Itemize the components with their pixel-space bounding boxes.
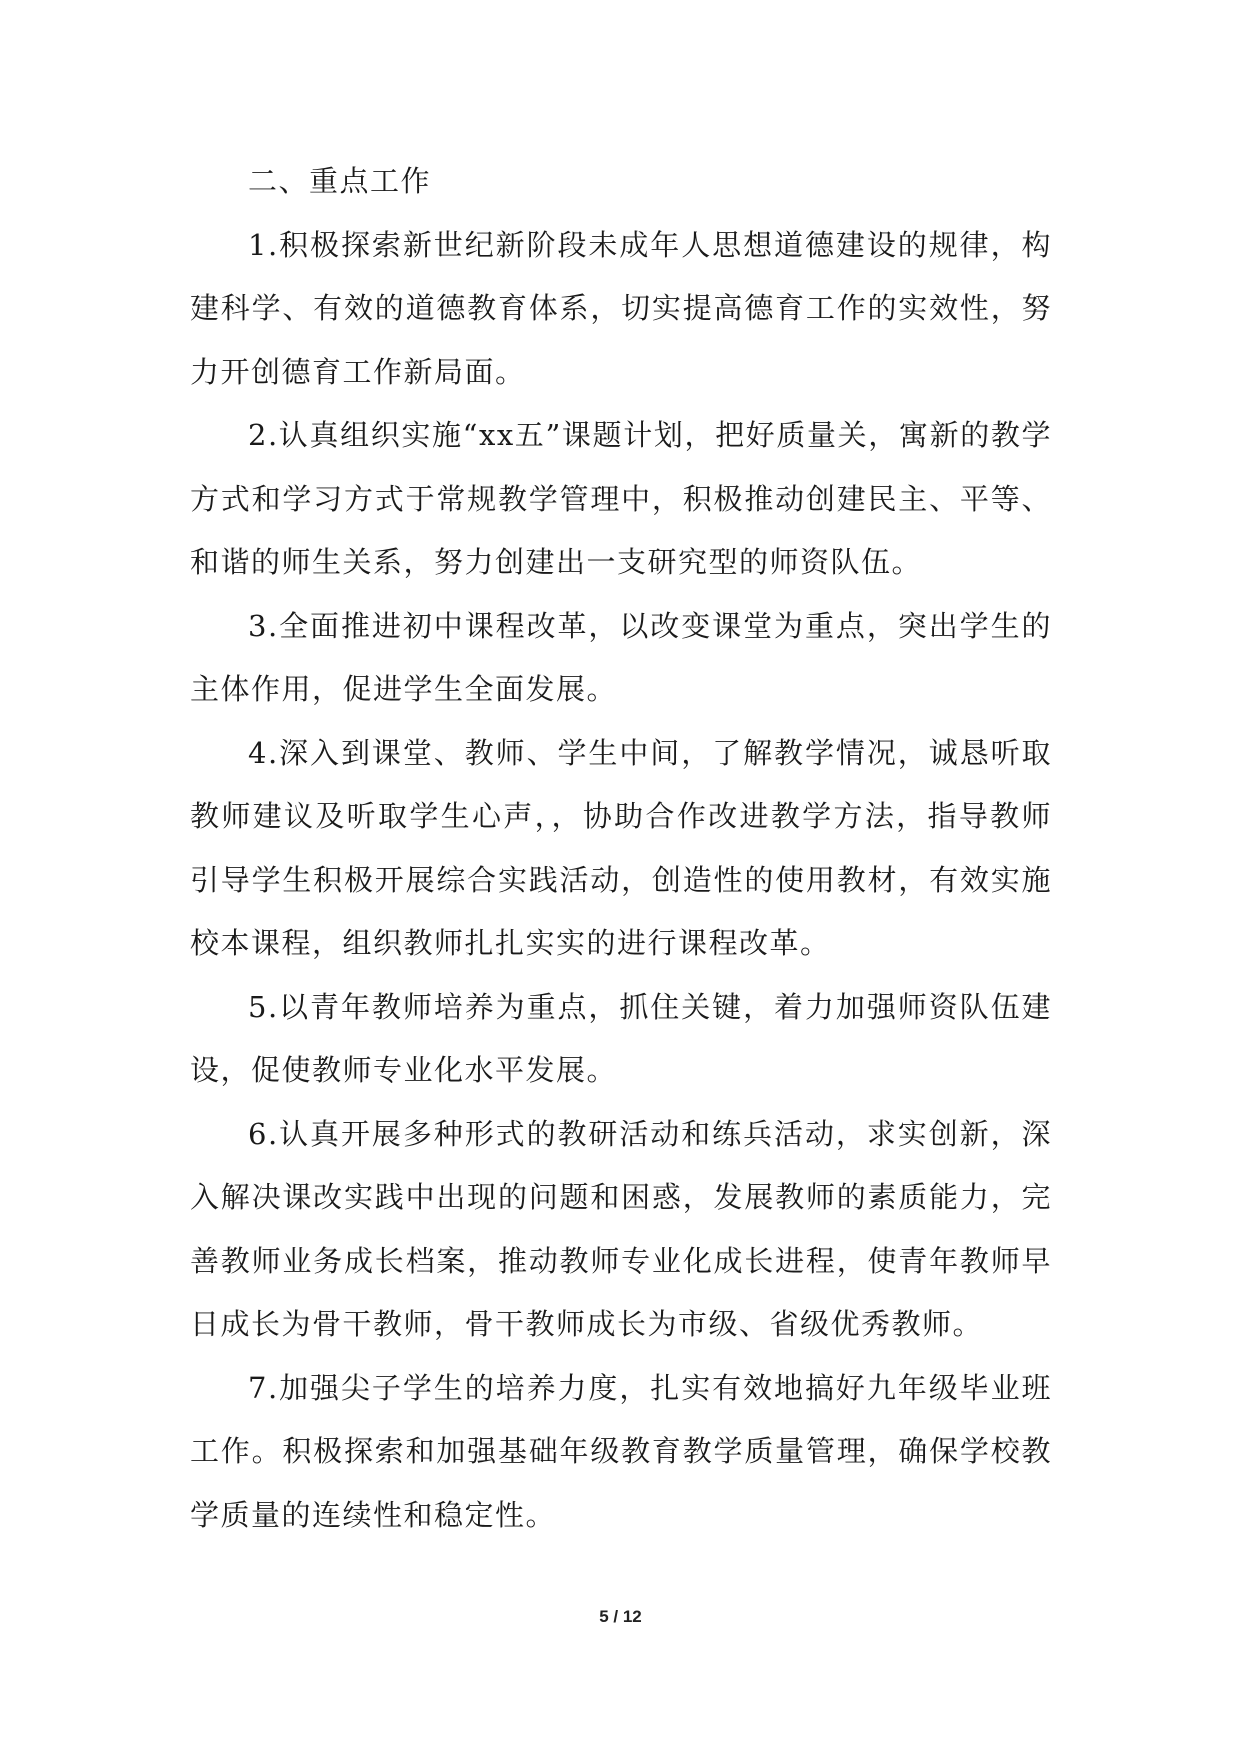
paragraph-item-5: 5.以青年教师培养为重点，抓住关键，着力加强师资队伍建设，促使教师专业化水平发展。 bbox=[190, 989, 1052, 1087]
paragraph-item-1: 1.积极探索新世纪新阶段未成年人思想道德建设的规律，构建科学、有效的道德教育体系，切实提高德育工作的实效性，努力开创德育工作新局面。 bbox=[190, 227, 1052, 389]
paragraph-item-6: 6.认真开展多种形式的教研活动和练兵活动，求实创新，深入解决课改实践中出现的问题和困惑，发展教师的素质能力，完善教师业务成长档案，推动教师专业化成长进程，使青年教师早日成长为骨干教师，骨干教师成长为市级、省级优秀教师。 bbox=[190, 1116, 1052, 1341]
section-heading: 二、重点工作 bbox=[248, 164, 432, 198]
page-number: 5 / 12 bbox=[599, 1607, 642, 1626]
paragraph-item-4: 4.深入到课堂、教师、学生中间，了解教学情况，诚恳听取教师建议及听取学生心声，，协助合作改进教学方法，指导教师引导学生积极开展综合实践活动，创造性的使用教材，有效实施校本课程，组织教师扎扎实实的进行课程改革。 bbox=[190, 735, 1052, 960]
paragraph-item-7: 7.加强尖子学生的培养力度，扎实有效地搞好九年级毕业班工作。积极探索和加强基础年级教育教学质量管理，确保学校教学质量的连续性和稳定性。 bbox=[190, 1370, 1052, 1532]
paragraph-item-3: 3.全面推进初中课程改革，以改变课堂为重点，突出学生的主体作用，促进学生全面发展。 bbox=[190, 608, 1052, 706]
document-body bbox=[190, 150, 1052, 1547]
paragraph-item-2: 2.认真组织实施“xx五”课题计划，把好质量关，寓新的教学方式和学习方式于常规教学管理中，积极推动创建民主、平等、和谐的师生关系，努力创建出一支研究型的师资队伍。 bbox=[190, 418, 1052, 579]
